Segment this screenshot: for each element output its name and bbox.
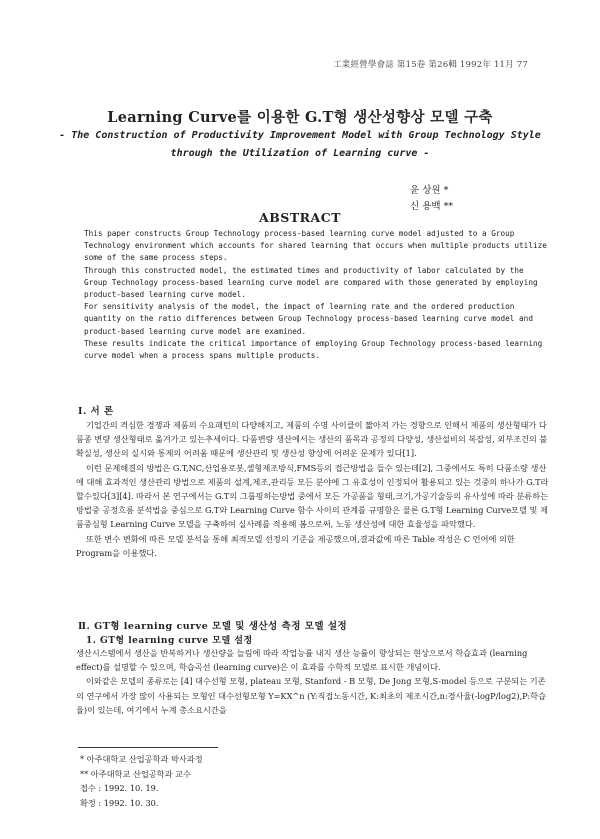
running-head: 工業經營學會誌 第15卷 第26輯 1992年 11月 77 (333, 60, 528, 70)
paper-subtitle-line1: - The Construction of Productivity Improvement Model with Group Technology Style (59, 130, 541, 141)
body-paragraph: 기업간의 격심한 경쟁과 제품의 수요패턴의 다양해지고, 제품의 수명 사이클이 짧아져 가는 경향으로 인해서 제품의 생산형태가 다품종 변량 생산형태로 옮겨가고 있는추세이다. 다품변량 생산에서는 생산의 품목과 공정의 다양성, 생산설비의 복잡성, 외부조건의 불확실성, 생산의 실시와 통제의 어려움 때문에 생산관리 및 생산성 향상에 어려운 문제가 있다[1]. (76, 420, 548, 459)
section-1-heading: Ⅰ. 서 론 (78, 406, 114, 417)
footnote: * 아주대학교 산업공학과 박사과정 (80, 754, 203, 764)
footnote: 접수 : 1992. 10. 19. (80, 783, 159, 793)
body-paragraph: 이런 문제해결의 방법은 G.T,NC,산업용로봇,셀형제조방식,FMS등의 접근방법을 들수 있는데[2], 그중에서도 특히 다품소량 생산에 대해 효과적인 생산관리 방법으로 제품의 설계,제조,관리등 모든 분야에 그 유효성이 인정되어 활용되고 있는 것중의 하나가 G.T라 할수있다[3][4]. 따라서 본 연구에서는 G.T의 그룹핑하는방법 중에서 모든 가공품을 형태,크기,가공기술등의 유사성에 따라 분류하는 방법중 공정흐름 분석법을 중심으로 G.T와 Learning Curve 함수 사이의 관계를 규명함은 물론 G.T형 Learning Curve모델 및 제품중심형 Learning Curve 모델을 구축하여 실사례를 적용해 봄으로써, 노동 생산성에 대한 효율성을 파악했다. (76, 462, 549, 530)
section-2-heading: Ⅱ. GT형 learning curve 모델 및 생산성 측정 모델 설정 (78, 621, 348, 632)
paper-title: Learning Curve를 이용한 G.T형 생산성향상 모델 구축 (107, 109, 493, 126)
footnotes (80, 752, 380, 810)
abstract-heading: ABSTRACT (259, 210, 341, 225)
body-paragraph: 생산시스템에서 생산을 반복하거나 생산량을 늘림에 따라 작업능률 내지 생산 능률이 향상되는 현상으로서 학습효과 (learning effect)를 설명할 수 있으며, 학습곡선 (learning curve)은 이 효과를 수학적 모델로 표시한 개념이다. (76, 648, 528, 673)
abstract-body (84, 228, 550, 362)
section-2-body (76, 646, 552, 717)
footnote-divider (78, 747, 218, 748)
footnote: 확정 : 1992. 10. 30. (80, 797, 159, 808)
author-2: 신 용백 ** (410, 201, 454, 212)
section-2-subheading: 1. GT형 learning curve 모델 설정 (86, 636, 253, 646)
abstract-paragraph: This paper constructs Group Technology process-based learning curve model adjusted to a Group Technology environment which accounts for shared learning that occurs when multiple products utilize some of the same process steps. (84, 229, 547, 263)
author-1: 윤 상원 * (410, 185, 449, 196)
paper-subtitle-line2: through the Utilization of Learning curve - (170, 148, 430, 159)
body-paragraph: 또한 변수 변화에 따른 모델 분석을 통해 최적모델 선정의 기준을 제공했으며,결과값에 따른 Table 작성은 C 언어에 의한 Program을 이용했다. (76, 533, 515, 558)
abstract-paragraph: Through this constructed model, the estimated times and productivity of labor calculated by the Group Technology process-based learning curve model are compared with those generated by employing product-based learning curve model. (84, 265, 538, 300)
abstract-paragraph: These results indicate the critical importance of employing Group Technology process-based learning curve model when a process spans multiple products. (84, 338, 543, 361)
footnote: ** 아주대학교 산업공학과 교수 (80, 768, 191, 779)
section-1-body (76, 418, 552, 560)
body-paragraph: 이와같은 모델의 종류로는 [4] 대수선형 모형, plateau 모형, Stanford - B 모형, De Jong 모형,S-model 등으로 구분되는 기존의 연구에서 가장 많이 사용되는 모형인 대수선형모형 Y=KX^n (Y:직접노동시간, K:최초의 제조시간,n:경사율(-logP/log2),P:학습율)이 있는데, 여기에서 누계 총소요시간을 (76, 676, 546, 715)
abstract-paragraph: For sensitivity analysis of the model, the impact of learning rate and the ordered production quantity on the ratio differences between Group Technology process-based learning curve model and product-based learning curve model are examined. (84, 302, 533, 336)
